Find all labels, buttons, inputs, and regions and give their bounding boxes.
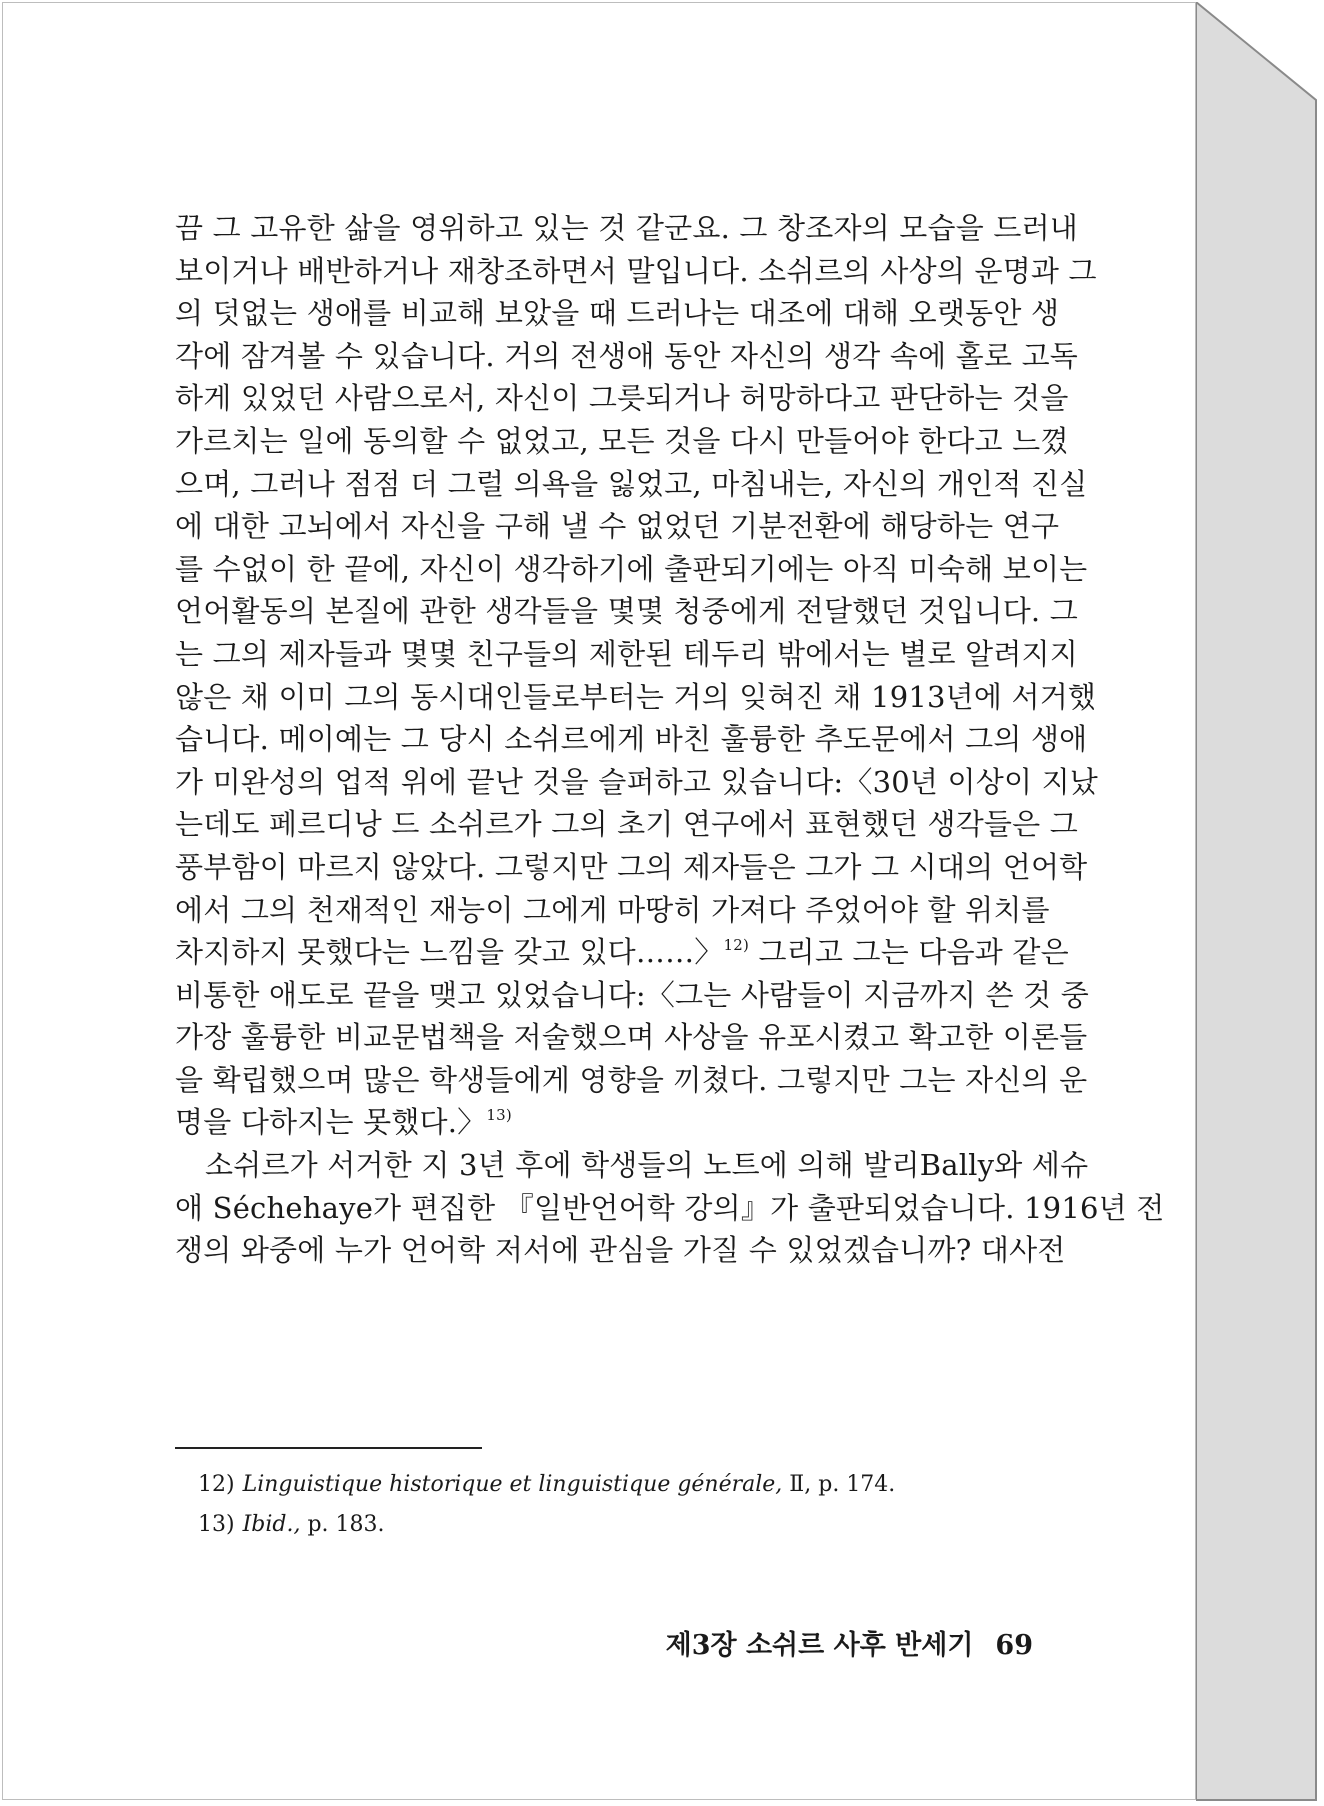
text-segment: 그리고 그는 다음과 같은 bbox=[749, 935, 1069, 970]
footnote-citation: Ⅱ, p. 174. bbox=[782, 1472, 896, 1497]
text-line: 보이거나 배반하거나 재창조하면서 말입니다. 소쉬르의 사상의 운명과 그 bbox=[175, 253, 1097, 288]
footnote-title: Ibid., bbox=[242, 1512, 301, 1537]
text-line: 않은 채 이미 그의 동시대인들로부터는 거의 잊혀진 채 1913년에 서거했 bbox=[175, 679, 1097, 714]
text-line: 언어활동의 본질에 관한 생각들을 몇몇 청중에게 전달했던 것입니다. 그 bbox=[175, 594, 1078, 629]
text-line: 의 덧없는 생애를 비교해 보았을 때 드러나는 대조에 대해 오랫동안 생 bbox=[175, 296, 1060, 331]
text-line: 각에 잠겨볼 수 있습니다. 거의 전생애 동안 자신의 생각 속에 홀로 고독 bbox=[175, 338, 1079, 373]
text-line: 으며, 그러나 점점 더 그럴 의욕을 잃었고, 마침내는, 자신의 개인적 진실 bbox=[175, 466, 1088, 501]
footnote-ref-12[interactable]: 12) bbox=[723, 936, 750, 955]
text-line: 끔 그 고유한 삶을 영위하고 있는 것 같군요. 그 창조자의 모습을 드러내 bbox=[175, 211, 1079, 245]
text-line: 하게 있었던 사람으로서, 자신이 그릇되거나 허망하다고 판단하는 것을 bbox=[175, 381, 1069, 416]
text-segment: 차지하지 못했다는 느낌을 갖고 있다……〉 bbox=[175, 935, 724, 970]
footnote-13 bbox=[198, 1505, 895, 1545]
text-line: 가 미완성의 업적 위에 끝난 것을 슬퍼하고 있습니다:〈30년 이상이 지났 bbox=[175, 764, 1099, 799]
text-line: 쟁의 와중에 누가 언어학 저서에 관심을 가질 수 있었겠습니까? 대사전 bbox=[175, 1233, 1066, 1268]
text-line: 는데도 페르디낭 드 소쉬르가 그의 초기 연구에서 표현했던 생각들은 그 bbox=[175, 807, 1078, 842]
footnote-number: 12) bbox=[198, 1472, 235, 1497]
footnote-divider bbox=[175, 1447, 482, 1449]
footnote-12 bbox=[198, 1465, 895, 1505]
text-line: 습니다. 메이예는 그 당시 소쉬르에게 바친 훌륭한 추도문에서 그의 생애 bbox=[175, 722, 1088, 757]
footnote-citation: p. 183. bbox=[300, 1512, 385, 1537]
footnote-ref-13[interactable]: 13) bbox=[486, 1106, 512, 1125]
text-line: 가르치는 일에 동의할 수 없었고, 모든 것을 다시 만들어야 한다고 느꼈 bbox=[175, 423, 1069, 458]
body-text bbox=[175, 207, 1165, 1272]
text-line: 을 확립했으며 많은 학생들에게 영향을 끼쳤다. 그렇지만 그는 자신의 운 bbox=[175, 1062, 1088, 1097]
text-line: 풍부함이 마르지 않았다. 그렇지만 그의 제자들은 그가 그 시대의 언어학 bbox=[175, 849, 1088, 884]
text-segment: 명을 다하지는 못했다.〉 bbox=[175, 1105, 487, 1140]
text-line: 에서 그의 천재적인 재능이 그에게 마땅히 가져다 주었어야 할 위치를 bbox=[175, 892, 1050, 927]
text-line: 가장 훌륭한 비교문법책을 저술했으며 사상을 유포시켰고 확고한 이론들 bbox=[175, 1020, 1088, 1055]
text-line: 비통한 애도로 끝을 맺고 있었습니다:〈그는 사람들이 지금까지 쓴 것 중 bbox=[175, 977, 1089, 1012]
running-footer bbox=[643, 1623, 1033, 1662]
text-line-with-footnote bbox=[175, 1101, 1027, 1144]
text-line: 를 수없이 한 끝에, 자신이 생각하기에 출판되기에는 아직 미숙해 보이는 bbox=[175, 551, 1088, 586]
footnotes bbox=[198, 1465, 895, 1545]
text-line: 에 대한 고뇌에서 자신을 구해 낼 수 없었던 기분전환에 해당하는 연구 bbox=[175, 509, 1060, 544]
paragraph-start-line: 소쉬르가 서거한 지 3년 후에 학생들의 노트에 의해 발리Bally와 세슈 bbox=[205, 1148, 1089, 1183]
text-line: 는 그의 제자들과 몇몇 친구들의 제한된 테두리 밖에서는 별로 알려지지 bbox=[175, 636, 1078, 671]
text-line: 애 Séchehaye가 편집한 『일반언어학 강의』가 출판되었습니다. 1916년 전 bbox=[175, 1190, 1165, 1225]
book-thickness-shape bbox=[1196, 2, 1320, 1802]
page-number: 69 bbox=[995, 1630, 1033, 1661]
text-line-with-footnote bbox=[175, 931, 1069, 974]
book-page bbox=[2, 2, 1196, 1800]
footnote-number: 13) bbox=[198, 1512, 235, 1537]
footnote-title: Linguistique historique et linguistique générale, bbox=[242, 1472, 783, 1497]
chapter-title: 제3장 소쉬르 사후 반세기 bbox=[665, 1630, 974, 1661]
